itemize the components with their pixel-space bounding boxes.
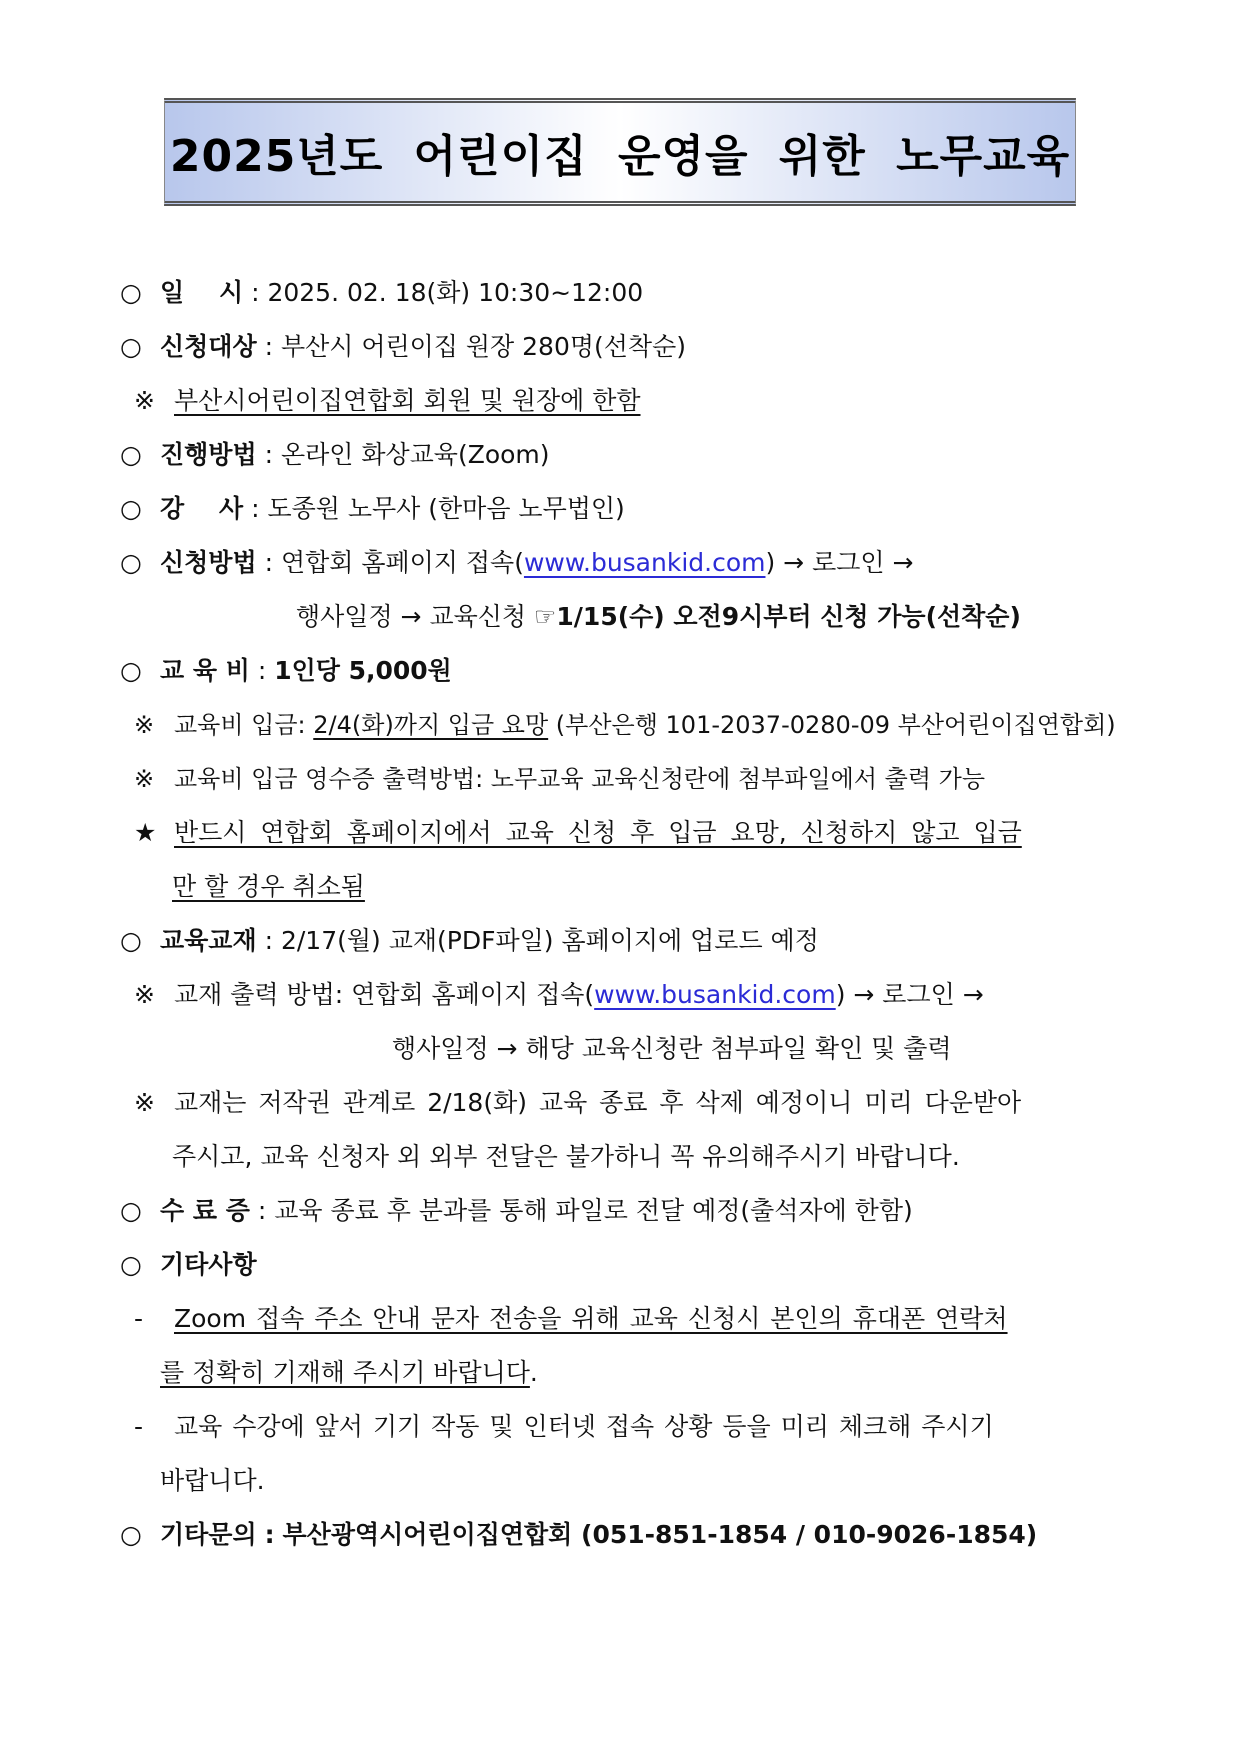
warning-text-line1: 반드시 연합회 홈페이지에서 교육 신청 후 입금 요망, 신청하지 않고 입금 <box>174 818 1022 847</box>
contact-value: 부산광역시어린이집연합회 (051-851-1854 / 010-9026-1854) <box>282 1520 1038 1549</box>
item-contact <box>120 1508 1037 1562</box>
circle-bullet-icon: ○ <box>120 332 142 361</box>
etc-note-device <box>134 1400 994 1454</box>
material-note-pre: 교재 출력 방법: 연합회 홈페이지 접속( <box>174 980 595 1009</box>
item-label: 교 육 비 <box>160 656 250 685</box>
document-title: 2025년도 어린이집 운영을 위한 노무교육 <box>169 131 1071 182</box>
circle-bullet-icon: ○ <box>120 1250 142 1279</box>
item-etc <box>120 1238 257 1292</box>
note-text-line1: Zoom 접속 주소 안내 문자 전송을 위해 교육 신청시 본인의 휴대폰 연락처 <box>174 1304 1008 1333</box>
item-label: 신청방법 <box>160 548 257 577</box>
item-separator: : <box>264 332 273 361</box>
item-label: 교육교재 <box>160 926 257 955</box>
circle-bullet-icon: ○ <box>120 1520 142 1549</box>
apply-steps: 행사일정 → 교육신청 ☞ <box>296 602 557 631</box>
fee-deadline: 2/4(화)까지 입금 요망 <box>313 711 549 739</box>
item-apply-line2 <box>296 590 1021 644</box>
fee-note-pre: 교육비 입금: <box>174 711 314 739</box>
material-note-copyright <box>134 1076 1021 1130</box>
star-icon: ★ <box>134 818 157 847</box>
dash-bullet-icon: - <box>134 1304 144 1333</box>
reference-mark-icon: ※ <box>134 386 155 415</box>
circle-bullet-icon: ○ <box>120 278 142 307</box>
item-label: 신청대상 <box>160 332 257 361</box>
item-separator: : <box>251 278 260 307</box>
reference-mark-icon: ※ <box>134 1088 155 1117</box>
circle-bullet-icon: ○ <box>120 494 142 523</box>
warning-text-line2: 만 할 경우 취소됨 <box>172 872 365 901</box>
etc-note-zoom-line2 <box>160 1346 538 1400</box>
circle-bullet-icon: ○ <box>120 656 142 685</box>
fee-note-deposit <box>134 698 1116 752</box>
item-fee <box>120 644 452 698</box>
item-separator: : <box>257 656 267 685</box>
item-separator: : <box>264 548 273 577</box>
item-separator: : <box>264 926 273 955</box>
fee-bank-account: (부산은행 101-2037-0280-09 부산어린이집연합회) <box>548 711 1116 739</box>
circle-bullet-icon: ○ <box>120 926 142 955</box>
item-target <box>120 320 686 374</box>
item-value: 교육 종료 후 분과를 통해 파일로 전달 예정(출석자에 한함) <box>274 1196 913 1225</box>
item-date <box>120 266 643 320</box>
etc-note-device-line2 <box>160 1454 265 1508</box>
item-label: 일 시 <box>160 278 244 307</box>
circle-bullet-icon: ○ <box>120 548 142 577</box>
item-value: 온라인 화상교육(Zoom) <box>280 440 550 469</box>
reference-mark-icon: ※ <box>134 980 155 1009</box>
note-text-period: . <box>529 1358 538 1387</box>
target-note <box>134 374 641 428</box>
busankid-link[interactable]: www.busankid.com <box>594 980 836 1009</box>
note-text-line2: 주시고, 교육 신청자 외 외부 전달은 불가하니 꼭 유의해주시기 바랍니다. <box>172 1142 960 1171</box>
etc-note-zoom <box>134 1292 1008 1346</box>
item-material <box>120 914 819 968</box>
note-text-line1: 교육 수강에 앞서 기기 작동 및 인터넷 접속 상황 등을 미리 체크해 주시기 <box>174 1412 994 1441</box>
item-separator: : <box>264 1520 275 1549</box>
item-label: 기타문의 <box>160 1520 257 1549</box>
material-note-print <box>134 968 984 1022</box>
item-value: 도종원 노무사 (한마음 노무법인) <box>267 494 625 523</box>
note-text: 부산시어린이집연합회 회원 및 원장에 한함 <box>174 386 641 415</box>
item-label: 기타사항 <box>160 1250 257 1279</box>
item-value: 부산시 어린이집 원장 280명(선착순) <box>280 332 686 361</box>
apply-text-pre: 연합회 홈페이지 접속( <box>280 548 524 577</box>
item-value: 2/17(월) 교재(PDF파일) 홈페이지에 업로드 예정 <box>280 926 819 955</box>
item-label: 진행방법 <box>160 440 257 469</box>
fee-note-receipt <box>134 752 985 806</box>
circle-bullet-icon: ○ <box>120 1196 142 1225</box>
note-text: 교육비 입금 영수증 출력방법: 노무교육 교육신청란에 첨부파일에서 출력 가능 <box>174 765 986 793</box>
item-separator: : <box>257 1196 267 1225</box>
item-value: 1인당 5,000원 <box>274 656 452 685</box>
dash-bullet-icon: - <box>134 1412 144 1441</box>
item-certificate <box>120 1184 913 1238</box>
item-method <box>120 428 550 482</box>
circle-bullet-icon: ○ <box>120 440 142 469</box>
item-apply <box>120 536 913 590</box>
fee-warning-line2 <box>172 860 365 914</box>
note-text-line1: 교재는 저작권 관계로 2/18(화) 교육 종료 후 삭제 예정이니 미리 다운받아 <box>174 1088 1022 1117</box>
apply-text-post: ) → 로그인 → <box>765 548 914 577</box>
material-note-steps: 행사일정 → 해당 교육신청란 첨부파일 확인 및 출력 <box>392 1034 952 1063</box>
busankid-link[interactable]: www.busankid.com <box>523 548 766 577</box>
apply-open-time: 1/15(수) 오전9시부터 신청 가능(선착순) <box>556 602 1021 631</box>
item-lecturer <box>120 482 625 536</box>
note-text-line2: 를 정확히 기재해 주시기 바랍니다 <box>160 1358 530 1387</box>
item-separator: : <box>264 440 273 469</box>
reference-mark-icon: ※ <box>134 765 155 793</box>
item-value: 2025. 02. 18(화) 10:30~12:00 <box>267 278 644 307</box>
item-separator: : <box>251 494 260 523</box>
reference-mark-icon: ※ <box>134 711 155 739</box>
material-note-print-line2 <box>392 1022 952 1076</box>
title-banner <box>164 98 1076 206</box>
material-note-post: ) → 로그인 → <box>835 980 984 1009</box>
material-note-copyright-line2 <box>172 1130 960 1184</box>
fee-warning <box>134 806 1022 860</box>
item-label: 강 사 <box>160 494 244 523</box>
item-label: 수 료 증 <box>160 1196 250 1225</box>
note-text-line2: 바랍니다. <box>160 1466 265 1495</box>
